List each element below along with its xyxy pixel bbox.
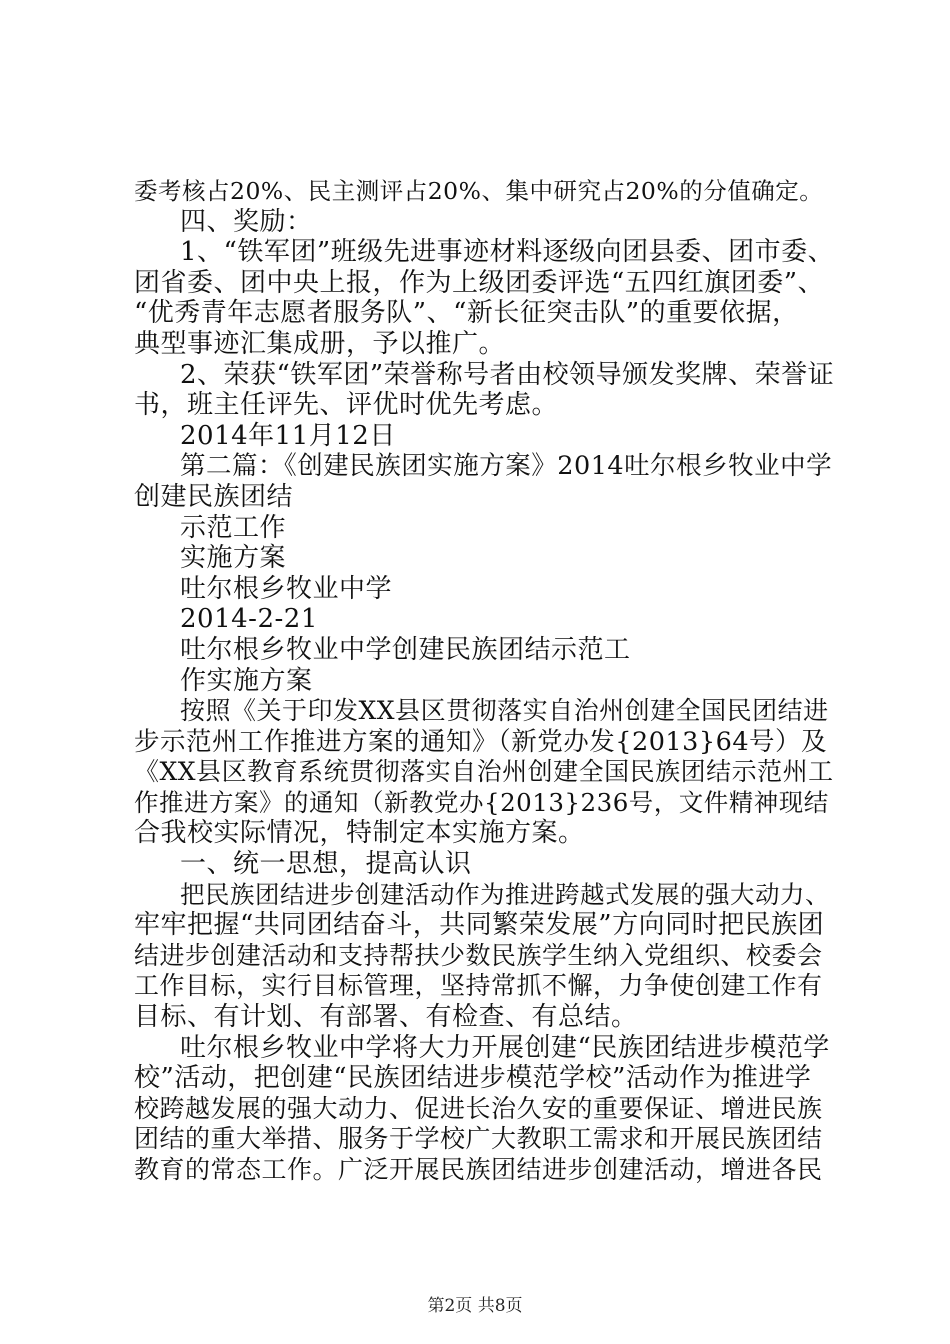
text-line: 按照《关于印发XX县区贯彻落实自治州创建全国民团结进 — [180, 696, 829, 726]
text-line: 作推进方案》的通知（新教党办{2013}236号，文件精神现结 — [134, 787, 829, 817]
text-line: 步示范州工作推进方案的通知》（新党办发{2013}64号）及 — [134, 726, 828, 757]
text-line: 委考核占20%、民主测评占20%、集中研究占20%的分值确定。 — [134, 177, 824, 205]
text-line: 一、统一思想，提高认识 — [180, 849, 472, 880]
page-footer: 第2页 共8页 — [427, 1296, 523, 1316]
document-body — [134, 176, 834, 1186]
text-line: 示范工作 — [180, 512, 287, 543]
text-line: 2014-2-21 — [180, 604, 318, 635]
text-line: 把民族团结进步创建活动作为推进跨越式发展的强大动力、 — [180, 879, 830, 909]
text-line: 合我校实际情况，特制定本实施方案。 — [134, 818, 585, 849]
text-line: 第二篇：《创建民族团实施方案》2014吐尔根乡牧业中学 — [180, 451, 833, 482]
text-line: 典型事迹汇集成册，予以推广。 — [134, 328, 506, 359]
text-line: 目标、有计划、有部署、有检查、有总结。 — [134, 1002, 638, 1033]
text-line: 校跨越发展的强大动力、促进长治久安的重要保证、增进民族 — [134, 1093, 823, 1123]
text-line: 牢牢把握“共同团结奋斗，共同繁荣发展”方向同时把民族团 — [134, 910, 825, 941]
text-line: 创建民族团结 — [134, 481, 294, 512]
text-line: 团省委、团中央上报，作为上级团委评选“五四红旗团委”、 — [134, 267, 825, 298]
text-line: 《XX县区教育系统贯彻落实自治州创建全国民族团结示范州工 — [134, 757, 834, 787]
text-line: 团结的重大举措、服务于学校广大教职工需求和开展民族团结 — [134, 1124, 823, 1154]
text-line: 2、荣获“铁军团”荣誉称号者由校领导颁发奖牌、荣誉证 — [180, 359, 835, 390]
text-line: 校”活动，把创建“民族团结进步模范学校”活动作为推进学 — [134, 1063, 812, 1094]
text-line: 结进步创建活动和支持帮扶少数民族学生纳入党组织、校委会 — [134, 940, 823, 970]
text-line: 实施方案 — [180, 543, 287, 574]
text-line: 四、奖励： — [180, 206, 313, 237]
text-line: 2014年11月12日 — [180, 420, 396, 451]
text-line: 书，班主任评先、评优时优先考虑。 — [134, 390, 559, 421]
text-line: 工作目标，实行目标管理，坚持常抓不懈，力争使创建工作有 — [134, 971, 823, 1001]
text-line: 吐尔根乡牧业中学创建民族团结示范工 — [180, 634, 631, 665]
text-line: 教育的常态工作。广泛开展民族团结进步创建活动，增进各民 — [134, 1155, 823, 1184]
text-line: 吐尔根乡牧业中学 — [180, 573, 393, 604]
text-line: 吐尔根乡牧业中学将大力开展创建“民族团结进步模范学 — [180, 1032, 830, 1063]
text-line: “优秀青年志愿者服务队”、“新长征突击队”的重要依据， — [134, 298, 799, 329]
text-line: 作实施方案 — [180, 665, 313, 696]
text-line: 1、“铁军团”班级先进事迹材料逐级向团县委、团市委、 — [180, 237, 835, 268]
